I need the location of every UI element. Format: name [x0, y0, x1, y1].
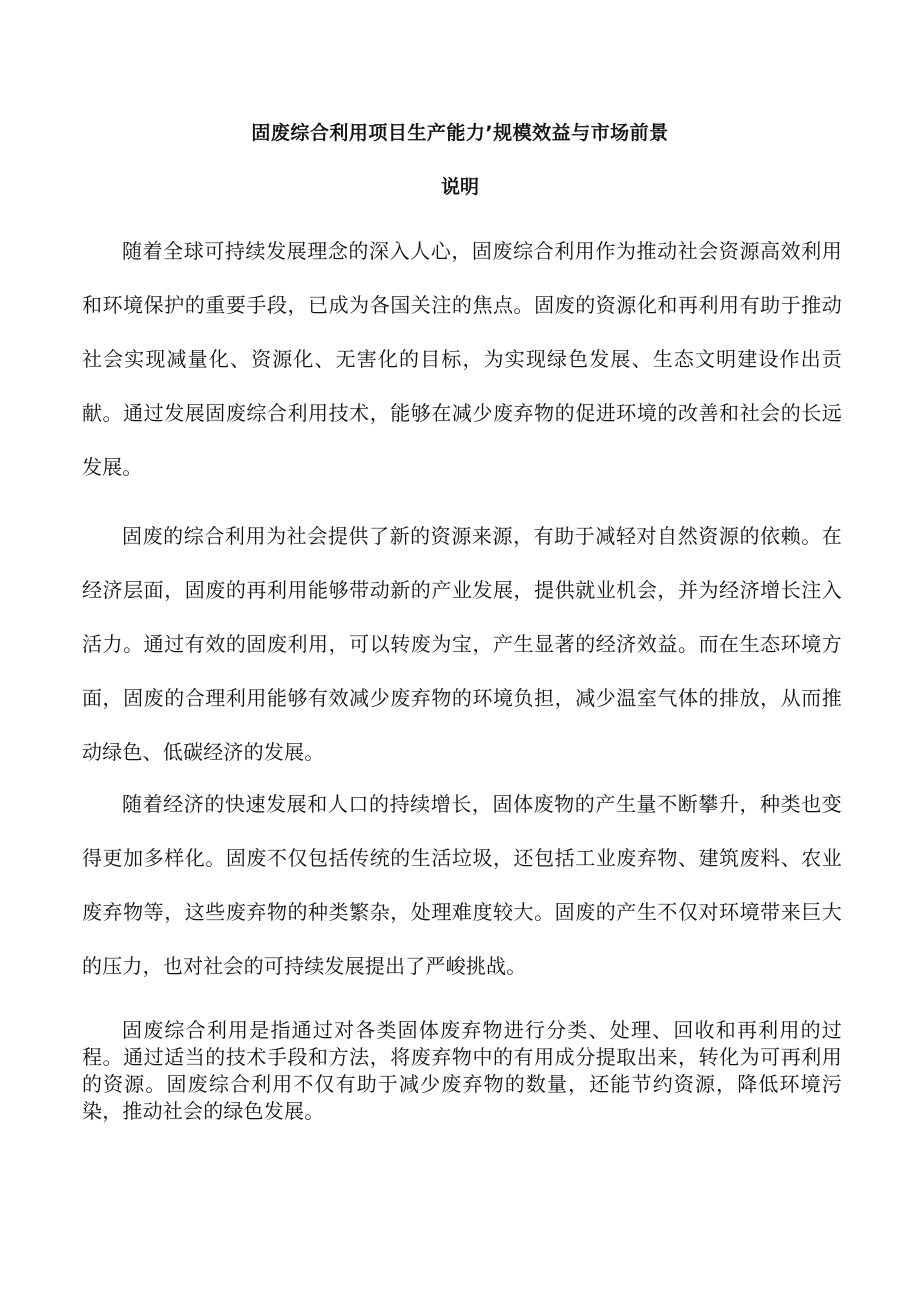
paragraph-1: 随着全球可持续发展理念的深入人心，固废综合利用作为推动社会资源高效利用和环境保护的重要手段，已成为各国关注的焦点。固废的资源化和再利用有助于推动社会实现减量化、资源化、无害化的目标，为实现绿色发展、生态文明建设作出贡献。通过发展固废综合利用技术，能够在减少废弃物的促进环境的改善和社会的长远发展。 [82, 239, 842, 479]
paragraph-2: 固废的综合利用为社会提供了新的资源来源，有助于减轻对自然资源的依赖。在经济层面，固废的再利用能够带动新的产业发展，提供就业机会，并为经济增长注入活力。通过有效的固废利用，可以转废为宝，产生显著的经济效益。而在生态环境方面，固废的合理利用能够有效减少废弃物的环境负担，减少温室气体的排放，从而推动绿色、低碳经济的发展。 [82, 524, 842, 764]
section-heading: 说明 [440, 176, 479, 198]
document-title: 固废综合利用项目生产能力’规模效益与市场前景 [251, 122, 669, 144]
paragraph-3: 随着经济的快速发展和人口的持续增长，固体废物的产生量不断攀升，种类也变得更加多样化。固废不仅包括传统的生活垃圾，还包括工业废弃物、建筑废料、农业废弃物等，这些废弃物的种类繁杂，处理难度较大。固废的产生不仅对环境带来巨大的压力，也对社会的可持续发展提出了严峻挑战。 [82, 792, 842, 978]
paragraph-4: 固废综合利用是指通过对各类固体废弃物进行分类、处理、回收和再利用的过程。通过适当的技术手段和方法，将废弃物中的有用成分提取出来，转化为可再利用的资源。固废综合利用不仅有助于减少废弃物的数量，还能节约资源，降低环境污染，推动社会的绿色发展。 [82, 1018, 842, 1123]
